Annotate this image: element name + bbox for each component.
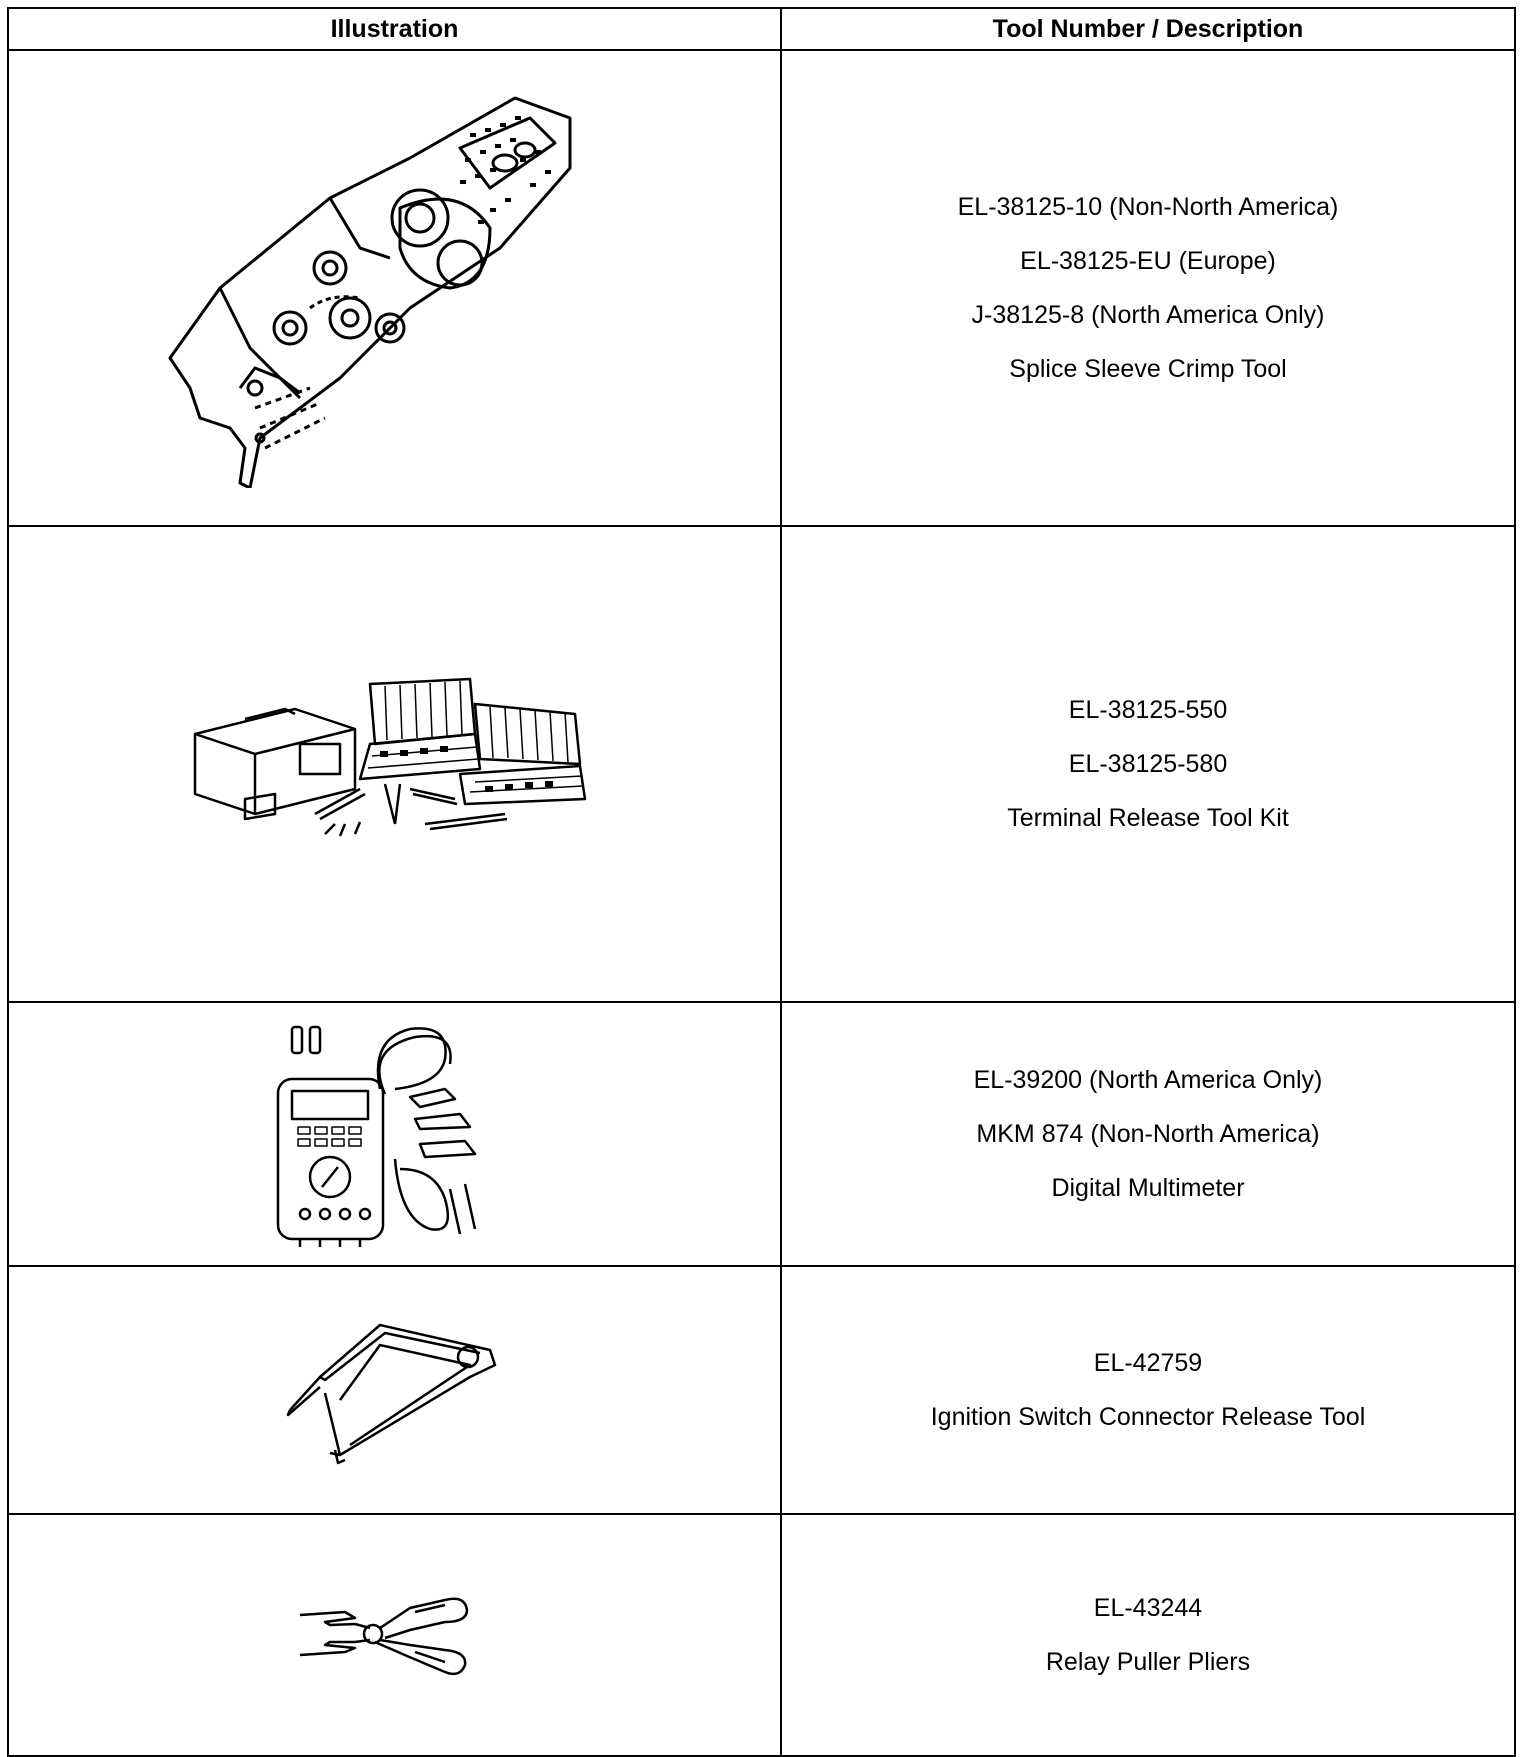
terminal-kit-icon bbox=[185, 674, 605, 854]
description-line: Splice Sleeve Crimp Tool bbox=[1009, 355, 1287, 383]
relay-pliers-icon bbox=[295, 1590, 495, 1680]
description-line: EL-38125-580 bbox=[1068, 750, 1228, 778]
description-line: EL-38125-10 (Non-North America) bbox=[957, 193, 1339, 221]
illustration-cell bbox=[8, 1514, 781, 1756]
header-row bbox=[8, 8, 1515, 50]
description-line: EL-38125-EU (Europe) bbox=[1020, 247, 1276, 275]
table-row bbox=[8, 1002, 1515, 1266]
illustration-cell bbox=[8, 1002, 781, 1266]
table-row bbox=[8, 1266, 1515, 1514]
crimp-tool-icon bbox=[160, 88, 630, 488]
description-line: Ignition Switch Connector Release Tool bbox=[930, 1403, 1366, 1431]
description-cell bbox=[781, 526, 1515, 1002]
release-tool-icon bbox=[280, 1315, 510, 1465]
illustration-cell bbox=[8, 50, 781, 526]
header-illustration: Illustration bbox=[8, 8, 781, 50]
description-line: MKM 874 (Non-North America) bbox=[976, 1120, 1320, 1148]
description-cell bbox=[781, 1514, 1515, 1756]
description-line: J-38125-8 (North America Only) bbox=[971, 301, 1325, 329]
description-line: EL-43244 bbox=[1093, 1594, 1203, 1622]
description-line: EL-39200 (North America Only) bbox=[973, 1066, 1323, 1094]
description-line: Digital Multimeter bbox=[1051, 1174, 1245, 1202]
header-description: Tool Number / Description bbox=[781, 8, 1515, 50]
description-line: Relay Puller Pliers bbox=[1045, 1648, 1251, 1676]
multimeter-icon bbox=[270, 1019, 520, 1249]
table-row bbox=[8, 526, 1515, 1002]
description-line: EL-38125-550 bbox=[1068, 696, 1228, 724]
tool-table bbox=[7, 7, 1516, 1757]
description-line: Terminal Release Tool Kit bbox=[1007, 804, 1289, 832]
table-row bbox=[8, 50, 1515, 526]
description-cell bbox=[781, 1266, 1515, 1514]
description-cell bbox=[781, 50, 1515, 526]
illustration-cell bbox=[8, 1266, 781, 1514]
illustration-cell bbox=[8, 526, 781, 1002]
description-cell bbox=[781, 1002, 1515, 1266]
description-line: EL-42759 bbox=[1093, 1349, 1203, 1377]
table-row bbox=[8, 1514, 1515, 1756]
